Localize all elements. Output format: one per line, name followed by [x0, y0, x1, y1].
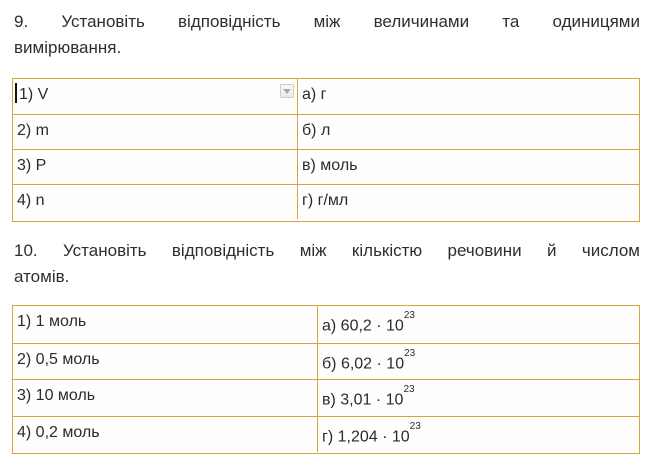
question-9-text — [14, 9, 640, 61]
cell-text: 3) P — [17, 157, 47, 174]
table-row — [13, 306, 639, 343]
answer-cell — [13, 185, 297, 219]
question-9-line1: 9. Установіть відповідність між величинами та одиницями — [14, 12, 640, 31]
exponent: 23 — [404, 347, 416, 359]
table-row — [13, 343, 639, 380]
question-9-line2: вимірювання. — [14, 38, 122, 57]
answer-cell — [13, 417, 317, 453]
option-cell — [297, 115, 639, 149]
table-row — [13, 79, 639, 114]
cell-text: 3) 10 моль — [17, 387, 96, 404]
option-cell — [297, 79, 639, 114]
cell-text: б) 6,02 · 10 — [322, 354, 405, 372]
question-9-match-table — [12, 78, 640, 222]
exponent: 23 — [409, 420, 421, 432]
answer-cell-1v[interactable] — [13, 79, 297, 114]
cell-text: г) г/мл — [302, 192, 349, 209]
option-cell — [317, 417, 639, 453]
cell-text: в) моль — [302, 157, 358, 174]
cell-text: 1) 1 моль — [17, 313, 87, 330]
cell-text: а) 60,2 · 10 — [322, 317, 404, 335]
cell-text: 2) m — [17, 122, 49, 139]
table-row — [13, 114, 639, 149]
cell-text: 2) 0,5 моль — [17, 350, 100, 368]
exponent: 23 — [403, 310, 415, 321]
exponent: 23 — [403, 384, 415, 395]
cell-text: 4) 0,2 моль — [17, 423, 100, 441]
answer-cell — [13, 150, 297, 184]
option-cell — [317, 344, 639, 380]
cell-text: а) г — [302, 86, 327, 103]
cell-text: г) 1,204 · 10 — [322, 427, 410, 445]
text-cursor — [15, 83, 17, 103]
answer-cell — [13, 306, 317, 343]
question-10-match-table — [12, 305, 640, 454]
option-cell — [317, 306, 639, 343]
question-10-line1: 10. Установіть відповідність між кількістю речовини й числом — [14, 241, 640, 260]
question-10-text — [14, 238, 640, 290]
table-row — [13, 149, 639, 184]
option-cell — [317, 380, 639, 416]
answer-cell — [13, 380, 317, 416]
table-row — [13, 184, 639, 219]
cell-text: 4) n — [17, 192, 45, 209]
cell-text: в) 3,01 · 10 — [322, 391, 404, 409]
cell-text: 1) V — [19, 86, 49, 103]
dropdown-arrow-icon[interactable] — [280, 84, 294, 98]
table-row — [13, 416, 639, 453]
option-cell — [297, 150, 639, 184]
answer-cell — [13, 344, 317, 380]
answer-cell — [13, 115, 297, 149]
question-10-line2: атомів. — [14, 267, 70, 286]
option-cell — [297, 185, 639, 219]
cell-text: б) л — [302, 122, 331, 139]
table-row — [13, 379, 639, 416]
